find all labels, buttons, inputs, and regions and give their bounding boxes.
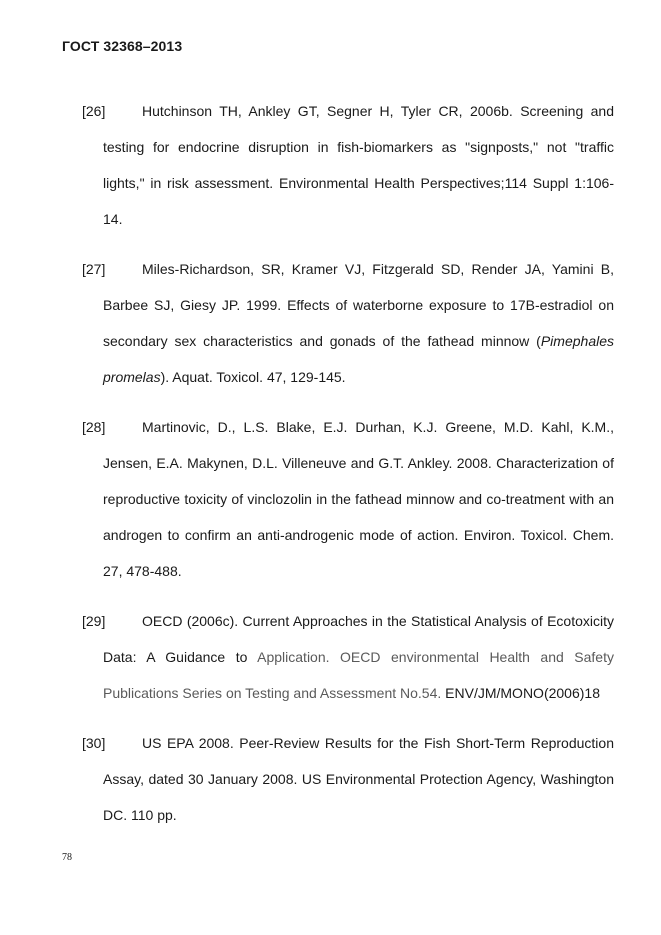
reference-list xyxy=(82,93,614,847)
reference-text-end: ). Aquat. Toxicol. 47, 129-145. xyxy=(160,369,346,385)
reference-number: [26] xyxy=(82,103,106,119)
reference-number: [29] xyxy=(82,613,106,629)
reference-text-gray: Application. OECD environmental Health and Safety Publications Series on Testing and Assessment No.54. xyxy=(103,649,614,701)
reference-text: Martinovic, D., L.S. Blake, E.J. Durhan, K.J. Greene, M.D. Kahl, K.M., Jensen, E.A. Makynen, D.L. Villeneuve and G.T. Ankley. 2008. Characterization of reproductive toxicity of vinclozolin in the fathead minnow and co-treatment with an androgen to confirm an anti-androgenic mode of action. Environ. Toxicol. Chem. 27, 478-488. xyxy=(103,419,614,579)
reference-text-end: ENV/JM/MONO(2006)18 xyxy=(441,685,600,701)
reference-number: [30] xyxy=(82,735,106,751)
reference-item-29 xyxy=(82,603,614,711)
reference-item-30 xyxy=(82,725,614,833)
reference-number: [27] xyxy=(82,261,106,277)
reference-item-28 xyxy=(82,409,614,589)
page-number: 78 xyxy=(62,852,72,863)
reference-item-26 xyxy=(82,93,614,237)
reference-text: Hutchinson TH, Ankley GT, Segner H, Tyler CR, 2006b. Screening and testing for endocrine disruption in fish-biomarkers as "signposts," not "traffic lights," in risk assessment. Environmental Health Perspectives;114 Suppl 1:106-14. xyxy=(103,103,614,227)
reference-text: Miles-Richardson, SR, Kramer VJ, Fitzgerald SD, Render JA, Yamini B, Barbee SJ, Giesy JP. 1999. Effects of waterborne exposure to 17B-estradiol on secondary sex characteristics and gonads of the fathead minnow ( xyxy=(103,261,614,349)
reference-text: OECD (2006c). Current Approaches in the Statistical Analysis of Ecotoxicity Data: A Guidance to xyxy=(103,613,614,665)
page-header-standard-code: ГОСТ 32368–2013 xyxy=(62,38,183,54)
reference-text: US EPA 2008. Peer-Review Results for the Fish Short-Term Reproduction Assay, dated 30 January 2008. US Environmental Protection Agency, Washington DC. 110 pp. xyxy=(103,735,614,823)
reference-item-27 xyxy=(82,251,614,395)
reference-number: [28] xyxy=(82,419,106,435)
species-name: Pimephales promelas xyxy=(103,333,614,385)
